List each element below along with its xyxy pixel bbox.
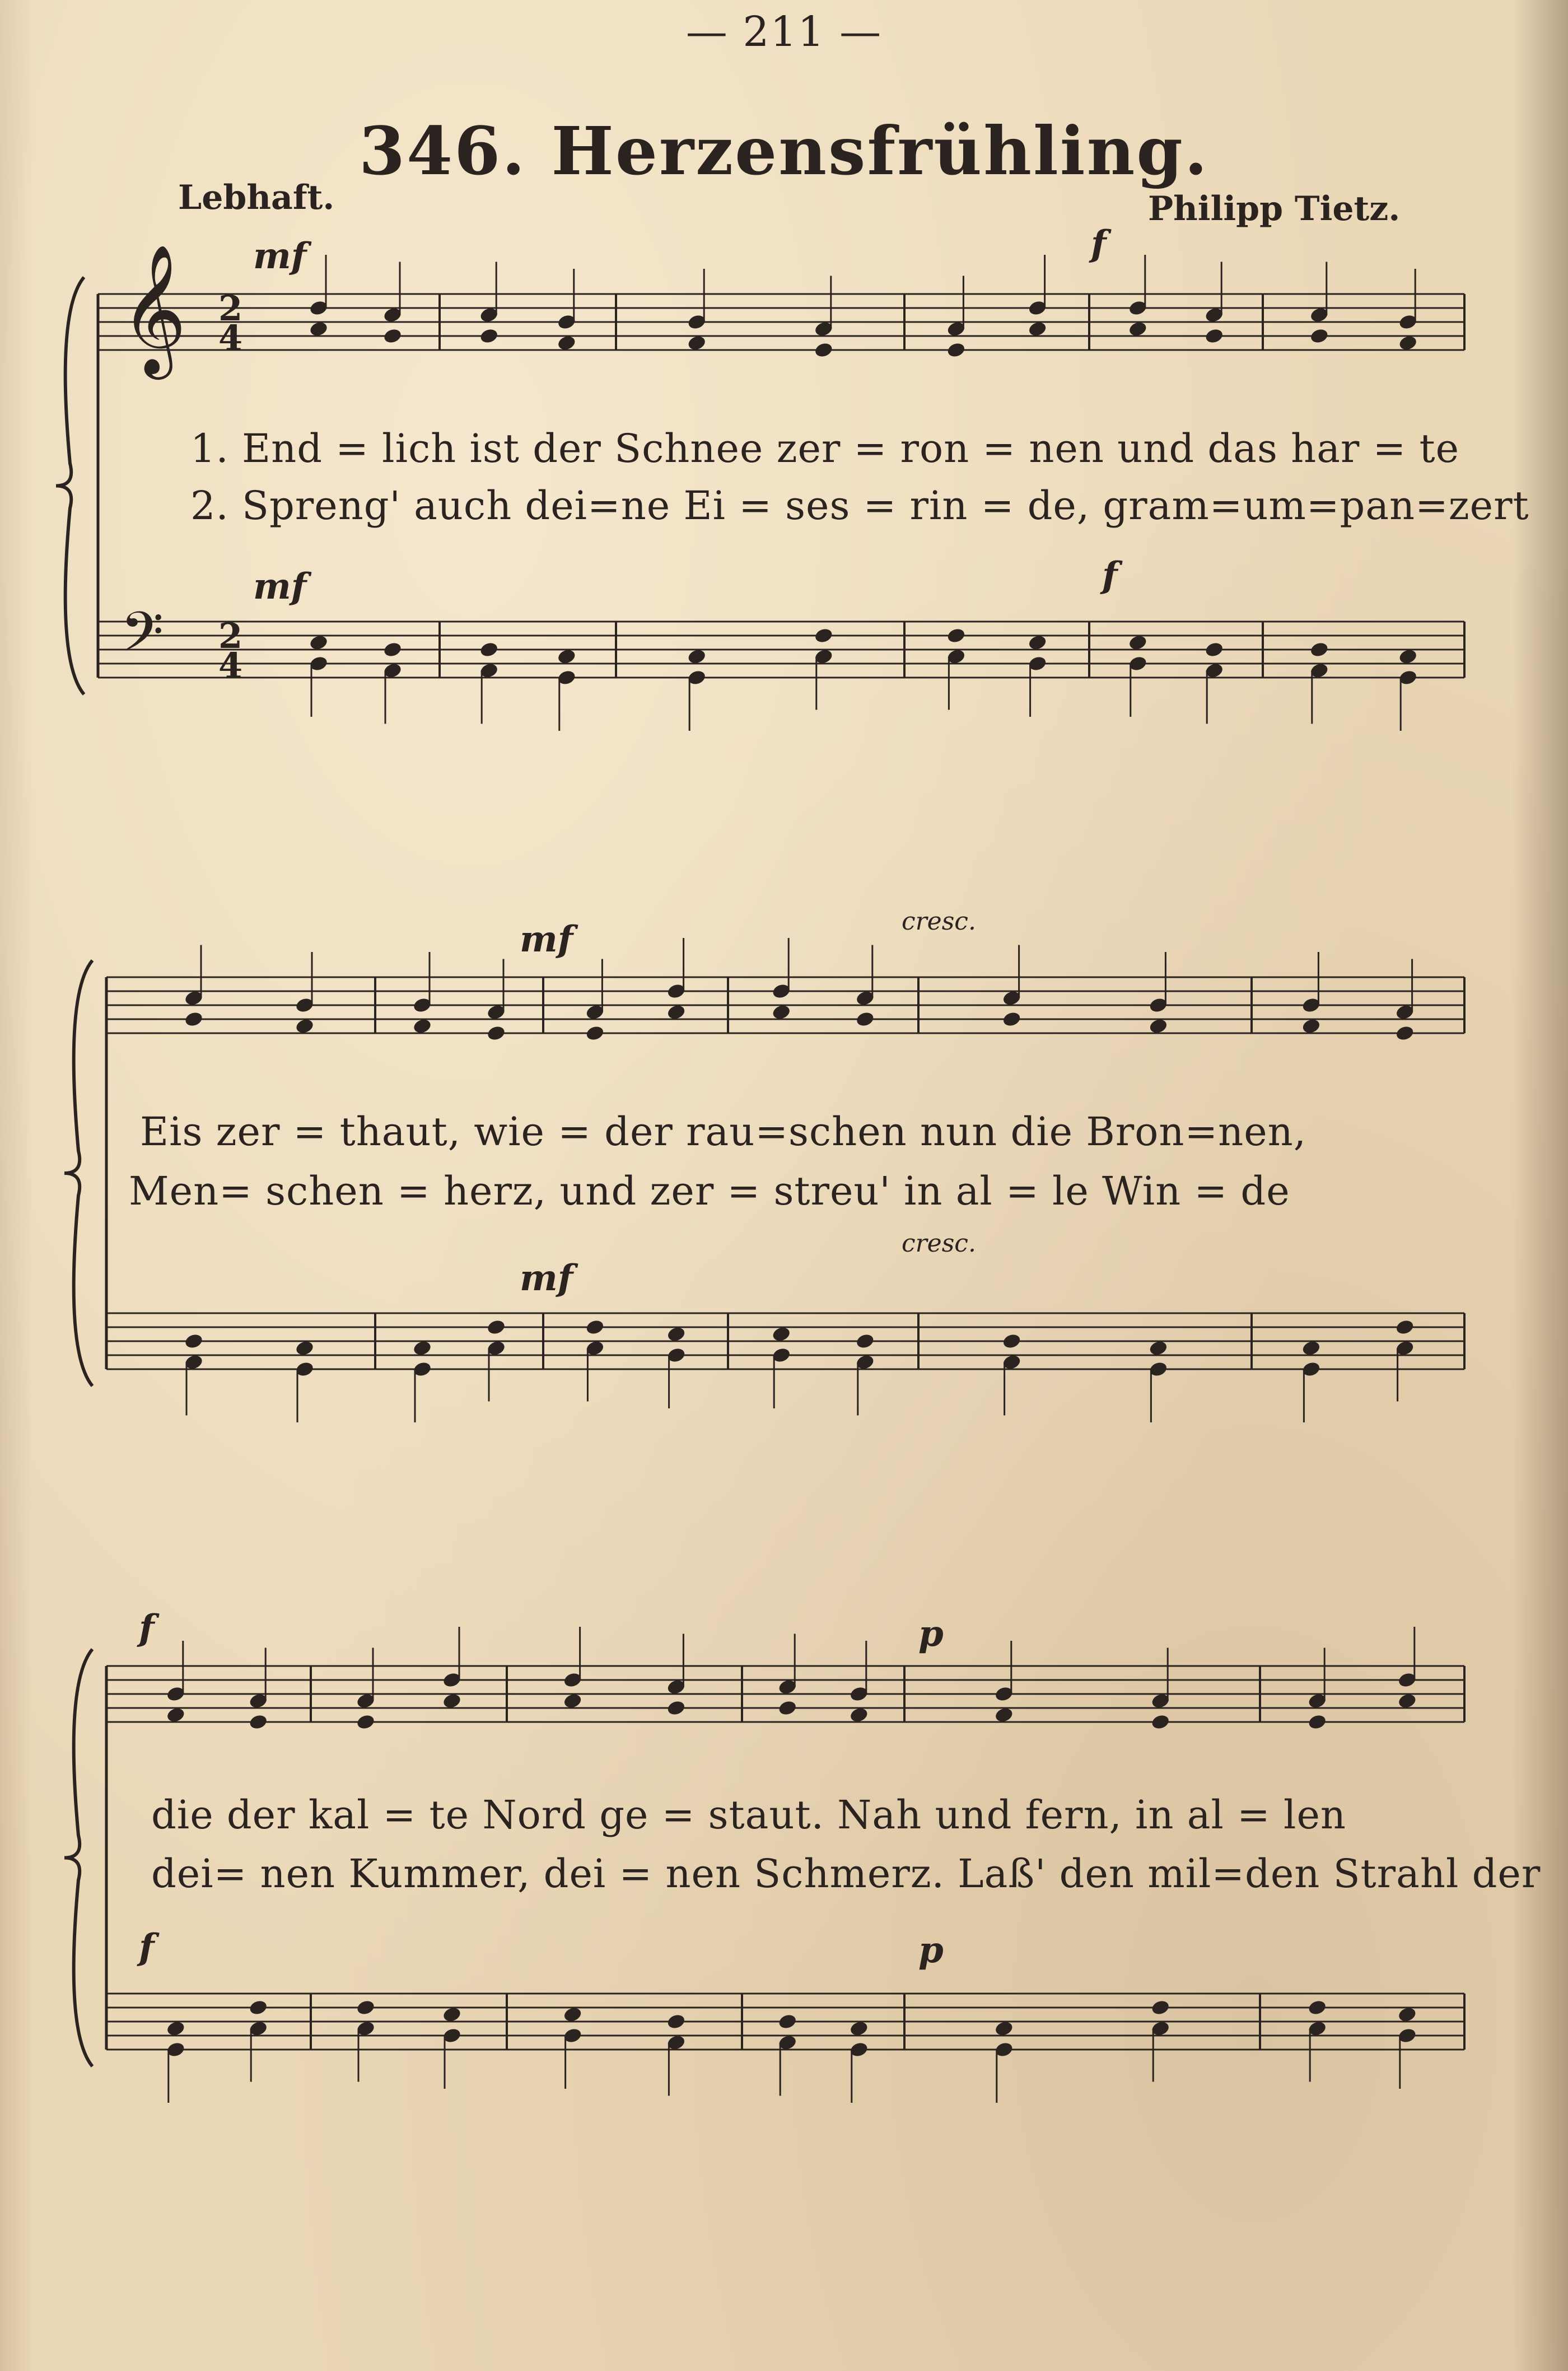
lyric-line-2-1: Eis zer = thaut, wie = der rau=schen nun die Bron=nen,	[140, 1109, 1306, 1155]
notehead	[309, 634, 329, 651]
notehead	[1309, 641, 1329, 659]
notehead	[1149, 1018, 1169, 1035]
notehead	[479, 641, 499, 659]
notehead	[1398, 334, 1418, 352]
notehead	[585, 1319, 605, 1336]
notehead	[442, 1692, 462, 1710]
notehead	[1309, 328, 1329, 345]
system-brace	[64, 1649, 92, 2066]
notehead	[356, 1714, 376, 1731]
system-brace	[64, 960, 92, 1386]
notehead	[585, 1025, 605, 1042]
notehead	[1395, 1025, 1415, 1042]
notehead	[184, 1011, 204, 1028]
dynamic-p-bass-3: p	[918, 1929, 944, 1971]
notehead	[1395, 1319, 1415, 1336]
notehead	[1150, 1714, 1170, 1731]
time-signature-top: 2	[218, 288, 243, 329]
notehead	[295, 1339, 315, 1357]
time-signature-bottom: 4	[218, 645, 243, 686]
notehead	[666, 1004, 687, 1021]
notehead	[1002, 1333, 1022, 1350]
notehead	[295, 1018, 315, 1035]
notehead	[814, 627, 834, 645]
notehead	[248, 1714, 268, 1731]
notehead	[771, 1004, 791, 1021]
lyric-line-2-2: Men= schen = herz, und zer = streu' in al = le Win = de	[129, 1168, 1290, 1214]
notehead	[855, 1011, 875, 1028]
notehead	[1204, 328, 1224, 345]
composer-name: Philipp Tietz.	[1148, 189, 1401, 228]
tempo-marking: Lebhaft.	[178, 178, 335, 217]
notehead	[666, 1700, 687, 1717]
dynamic-f-treble-3: f	[139, 1607, 155, 1649]
lyric-line-1-1: 1. End = lich ist der Schnee zer = ron = nen und das har = te	[190, 426, 1460, 472]
notehead	[166, 1706, 186, 1724]
notehead	[557, 334, 577, 352]
notehead	[994, 1706, 1014, 1724]
notehead	[666, 1325, 687, 1343]
notehead	[1128, 634, 1148, 651]
notehead	[1150, 1999, 1170, 2017]
notehead	[849, 1706, 869, 1724]
notehead	[849, 2020, 869, 2037]
dynamic-f-treble-1: f	[1091, 223, 1107, 265]
notehead	[248, 1999, 268, 2017]
lyric-line-3-1: die der kal = te Nord ge = staut. Nah und fern, in al = len	[151, 1792, 1346, 1838]
notehead	[666, 2013, 687, 2031]
notehead	[1397, 2006, 1417, 2023]
notehead	[166, 2020, 186, 2037]
time-signature-bottom: 4	[218, 318, 243, 358]
notehead	[1301, 1018, 1322, 1035]
notehead	[563, 2006, 583, 2023]
notehead	[1204, 641, 1224, 659]
notehead	[1397, 1692, 1417, 1710]
notehead	[814, 342, 834, 359]
notehead	[1301, 1339, 1322, 1357]
notehead	[486, 1319, 506, 1336]
notehead	[309, 320, 329, 338]
dynamic-mf-treble-1: mf	[253, 235, 307, 277]
dynamic-mf-bass-2: mf	[520, 1257, 573, 1299]
notehead	[777, 1700, 797, 1717]
lyric-line-3-2: dei= nen Kummer, dei = nen Schmerz. Laß' den mil=den Strahl der	[151, 1851, 1541, 1897]
dynamic-f-bass-3: f	[139, 1926, 155, 1968]
notehead	[687, 334, 707, 352]
system-brace	[56, 277, 84, 694]
notehead	[382, 641, 403, 659]
notehead	[855, 1333, 875, 1350]
notehead	[771, 1325, 791, 1343]
notehead	[382, 328, 403, 345]
lyric-line-1-2: 2. Spreng' auch dei=ne Ei = ses = rin = de, gram=um=pan=zert	[190, 483, 1529, 529]
dynamic-mf-bass-1: mf	[253, 566, 307, 608]
dynamic-cresc-bass-2: cresc.	[902, 1229, 976, 1258]
notehead	[1128, 320, 1148, 338]
notehead	[412, 1339, 432, 1357]
treble-clef-icon: 𝄞	[120, 244, 187, 374]
notehead	[1028, 634, 1048, 651]
notehead	[412, 1018, 432, 1035]
dynamic-p-treble-3: p	[918, 1613, 944, 1655]
notehead	[486, 1025, 506, 1042]
notehead	[557, 648, 577, 665]
notehead	[946, 627, 967, 645]
notehead	[1002, 1011, 1022, 1028]
notehead	[1398, 648, 1418, 665]
notehead	[687, 648, 707, 665]
time-signature-top: 2	[218, 615, 243, 656]
notehead	[994, 2020, 1014, 2037]
song-title: 346. Herzensfrühling.	[358, 112, 1210, 190]
notehead	[356, 1999, 376, 2017]
notehead	[1307, 1714, 1327, 1731]
notehead	[479, 328, 499, 345]
notehead	[946, 342, 967, 359]
dynamic-f-bass-1: f	[1102, 554, 1118, 596]
dynamic-mf-treble-2: mf	[520, 918, 573, 960]
bass-clef-icon: 𝄢	[120, 600, 164, 678]
notehead	[442, 2006, 462, 2023]
notehead	[1149, 1339, 1169, 1357]
dynamic-cresc-treble-2: cresc.	[902, 907, 976, 936]
notehead	[184, 1333, 204, 1350]
notehead	[1307, 1999, 1327, 2017]
notehead	[1028, 320, 1048, 338]
notehead	[777, 2013, 797, 2031]
notehead	[563, 1692, 583, 1710]
page-number: — 211 —	[685, 8, 883, 56]
